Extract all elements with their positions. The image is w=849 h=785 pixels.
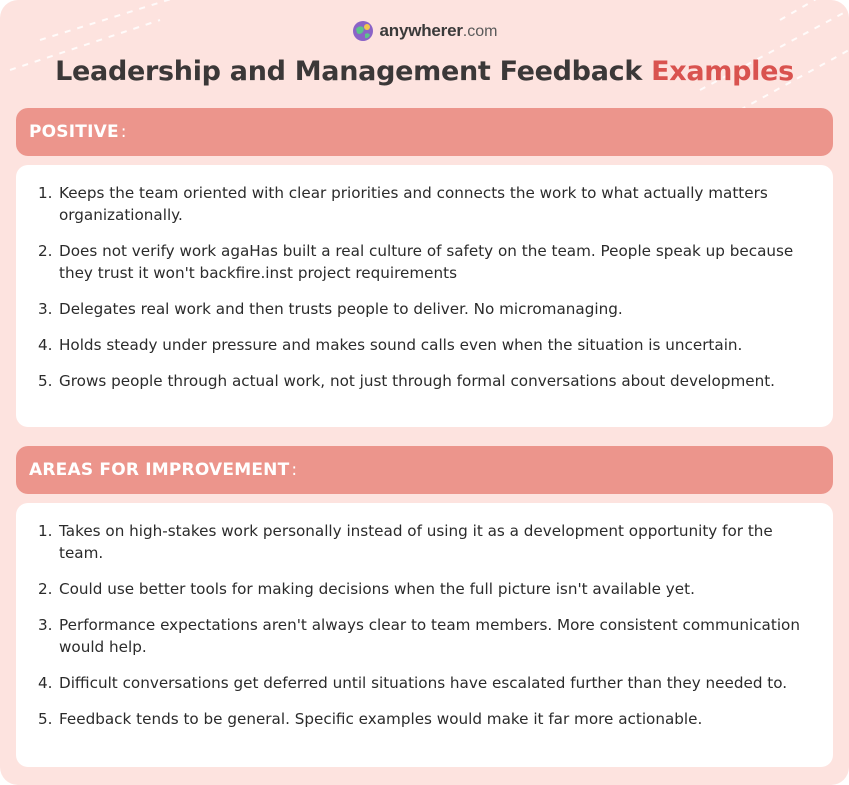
section-colon: : <box>120 122 127 142</box>
positive-list <box>38 182 813 392</box>
section-colon: : <box>291 460 298 480</box>
list-item: 4. Difficult conversations get deferred until situations have escalated further than they needed to. <box>38 674 788 692</box>
list-item: 2. Does not verify work agaHas built a real culture of safety on the team. People speak up because they trust it won't backfire.inst project requirements <box>38 242 794 282</box>
page-title <box>0 56 849 87</box>
list-item: 4. Holds steady under pressure and makes sound calls even when the situation is uncertain. <box>38 336 743 354</box>
list-item: 2. Could use better tools for making decisions when the full picture isn't available yet. <box>38 580 695 598</box>
improvement-list <box>38 520 813 730</box>
list-item: 5. Grows people through actual work, not just through formal conversations about development. <box>38 372 776 390</box>
title-main: Leadership and Management Feedback <box>55 56 652 87</box>
list-item: 1. Takes on high-stakes work personally instead of using it as a development opportunity for the team. <box>38 522 773 562</box>
title-accent: Examples <box>651 56 794 87</box>
section-header-improvement <box>16 446 833 494</box>
improvement-list-panel <box>16 503 833 767</box>
globe-pin-icon <box>352 20 374 42</box>
section-header-positive <box>16 108 833 156</box>
list-item: 3. Performance expectations aren't always clear to team members. More consistent communication would help. <box>38 616 800 656</box>
brand-logo-row <box>0 20 849 42</box>
brand-name: anywherer.com <box>379 21 498 40</box>
positive-list-panel <box>16 165 833 427</box>
section-label: POSITIVE <box>29 122 119 142</box>
list-item: 1. Keeps the team oriented with clear priorities and connects the work to what actually matters organizationally. <box>38 184 768 224</box>
section-label: AREAS FOR IMPROVEMENT <box>29 460 290 480</box>
list-item: 3. Delegates real work and then trusts people to deliver. No micromanaging. <box>38 300 623 318</box>
list-item: 5. Feedback tends to be general. Specific examples would make it far more actionable. <box>38 710 703 728</box>
